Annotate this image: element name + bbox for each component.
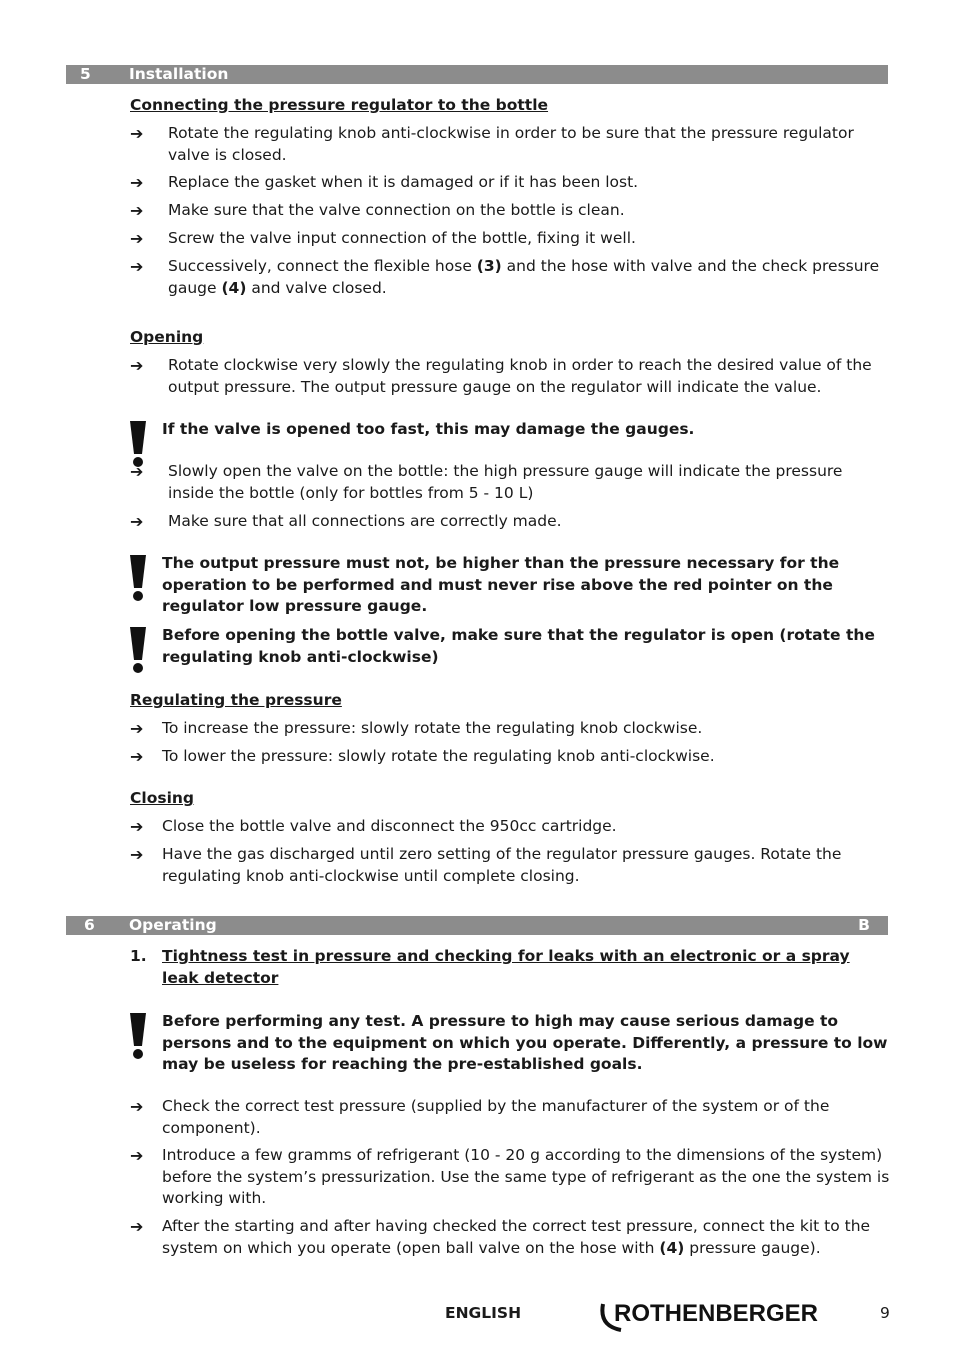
step-text: To increase the pressure: slowly rotate the regulating knob clockwise. [162, 719, 703, 737]
section-code: B [858, 916, 870, 934]
step-text: Check the correct test pressure (supplied by the manufacturer of the system or of the component). [162, 1097, 830, 1137]
warning-text: Before opening the bottle valve, make sure that the regulator is open (rotate the regulating knob anti-clockwise) [162, 626, 875, 666]
arrow-right-icon: ➔ [130, 462, 144, 481]
step-text: Successively, connect the flexible hose (3) and the hose with valve and the check pressure gauge (4) and valve closed. [168, 257, 880, 297]
arrow-right-icon: ➔ [130, 747, 144, 766]
heading-connecting: Connecting the pressure regulator to the bottle [130, 96, 549, 114]
step-text: Introduce a few gramms of refrigerant (10 - 20 g according to the dimensions of the system) before the system’s pressurization. Use the same type of refrigerant as the one the system is working with. [162, 1146, 890, 1207]
step-text: Replace the gasket when it is damaged or if it has been lost. [168, 173, 639, 191]
arrow-right-icon: ➔ [130, 201, 144, 220]
step-text: Screw the valve input connection of the bottle, fixing it well. [168, 229, 636, 247]
warning-text: Before performing any test. A pressure to high may cause serious damage to persons and to the equipment on which you operate. Differently, a pressure to low may be useless for reaching the pre-established goals. [162, 1012, 888, 1073]
exclamation-icon [130, 1013, 146, 1059]
exclamation-icon [130, 627, 146, 673]
step-text: Make sure that all connections are correctly made. [168, 512, 562, 530]
heading-opening: Opening [130, 328, 204, 346]
section-title: Operating [129, 916, 217, 934]
logo-text: ROTHENBERGER [614, 1300, 819, 1327]
arrow-right-icon: ➔ [130, 124, 144, 143]
section-bar-installation [66, 65, 888, 84]
section-title: Installation [129, 65, 229, 83]
warning-text: The output pressure must not, be higher than the pressure necessary for the operation to be performed and must never rise above the red pointer on the regulator low pressure gauge. [162, 554, 840, 615]
arrow-right-icon: ➔ [130, 845, 144, 864]
arrow-right-icon: ➔ [130, 719, 144, 738]
exclamation-icon [130, 555, 146, 601]
step-text: Close the bottle valve and disconnect the 950cc cartridge. [162, 817, 617, 835]
step-text: Have the gas discharged until zero setting of the regulator pressure gauges. Rotate the regulating knob anti-clockwise until complete closing. [162, 845, 842, 885]
step-text: After the starting and after having checked the correct test pressure, connect the kit to the system on which you operate (open ball valve on the hose with (4) pressure gauge). [162, 1217, 871, 1257]
item-number: 1. [130, 947, 147, 965]
arrow-right-icon: ➔ [130, 1146, 144, 1165]
rothenberger-logo [597, 1298, 839, 1336]
page-number: 9 [880, 1304, 890, 1322]
arrow-right-icon: ➔ [130, 1097, 144, 1116]
arrow-right-icon: ➔ [130, 512, 144, 531]
arrow-right-icon: ➔ [130, 257, 144, 276]
arrow-right-icon: ➔ [130, 356, 144, 375]
arrow-right-icon: ➔ [130, 229, 144, 248]
step-text: Make sure that the valve connection on the bottle is clean. [168, 201, 625, 219]
section-bar-operating [66, 916, 888, 935]
heading-regulating: Regulating the pressure [130, 691, 342, 709]
step-text: Rotate the regulating knob anti-clockwise in order to be sure that the pressure regulator valve is closed. [168, 124, 854, 164]
warning-text: If the valve is opened too fast, this may damage the gauges. [162, 420, 695, 438]
footer-language: ENGLISH [445, 1304, 522, 1322]
step-text: To lower the pressure: slowly rotate the regulating knob anti-clockwise. [162, 747, 715, 765]
section-number: 6 [84, 916, 95, 934]
step-text: Slowly open the valve on the bottle: the high pressure gauge will indicate the pressure inside the bottle (only for bottles from 5 - 10 L) [168, 462, 843, 502]
heading-closing: Closing [130, 789, 195, 807]
section-number: 5 [80, 65, 91, 83]
step-text: Rotate clockwise very slowly the regulating knob in order to reach the desired value of the output pressure. The output pressure gauge on the regulator will indicate the value. [168, 356, 872, 396]
arrow-right-icon: ➔ [130, 173, 144, 192]
arrow-right-icon: ➔ [130, 1217, 144, 1236]
item-heading: Tightness test in pressure and checking for leaks with an electronic or a spray leak detector [162, 947, 850, 987]
arrow-right-icon: ➔ [130, 817, 144, 836]
